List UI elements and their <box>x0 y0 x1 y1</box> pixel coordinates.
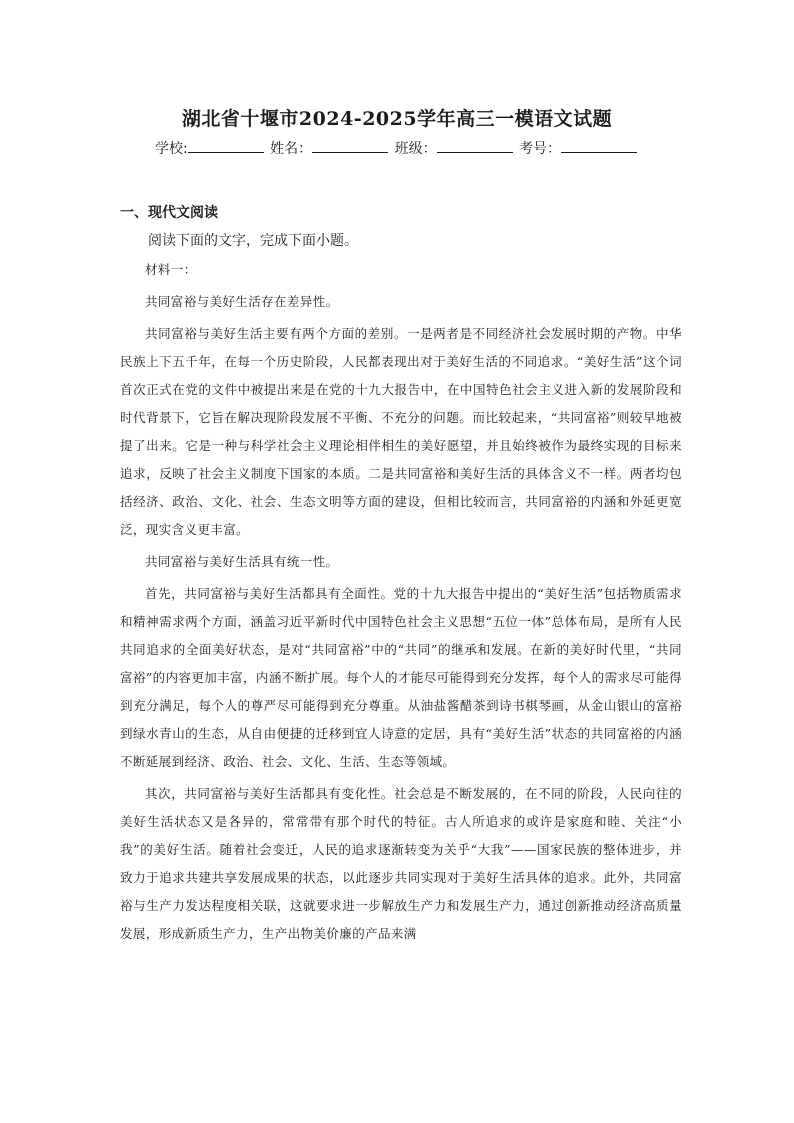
reading-passage <box>120 256 682 952</box>
class-blank <box>437 140 513 153</box>
class-label: 班级： <box>394 141 437 157</box>
student-info-line <box>0 138 794 158</box>
passage-paragraph: 首先，共同富裕与美好生活都具有全面性。党的十九大报告中提出的“美好生活”包括物质需求和精神需求两个方面，涵盖习近平新时代中国特色社会主义思想“五位一体”总体布局，是所有人民共同追求的全面美好状态，是对“共同富裕”中的“共同”的继承和发展。在新的美好时代里，“共同富裕”的内容更加丰富，内涵不断扩展。每个人的才能尽可能得到充分发挥，每个人的需求尽可能得到充分满足，每个人的尊严尽可能得到充分尊重。从油盐酱醋茶到诗书棋琴画，从金山银山的富裕到绿水青山的生态，从自由便捷的迁移到宜人诗意的定居，具有“美好生活”状态的共同富裕的内涵不断延展到经济、政治、社会、文化、生活、生态等领域。 <box>120 586 682 769</box>
school-blank <box>188 140 264 153</box>
school-label: 学校: <box>154 141 188 157</box>
paragraph-heading: 共同富裕与美好生活存在差异性。 <box>145 294 339 309</box>
section-heading: 一、现代文阅读 <box>120 205 218 221</box>
passage-paragraph: 其次，共同富裕与美好生活都具有变化性。社会总是不断发展的，在不同的阶段，人民向往的美好生活状态又是各异的，常常带有那个时代的特征。古人所追求的或许是家庭和睦、关注“小我”的美好生活。随着社会变迁，人民的追求逐渐转变为关乎“大我”——国家民族的整体进步，并致力于追求共建共享发展成果的状态，以此逐步共同实现对于美好生活具体的追求。此外，共同富裕与生产力发达程度相关联，这就要求进一步解放生产力和发展生产力，通过创新推动经济高质量发展，形成新质生产力，生产出物美价廉的产品来满 <box>120 786 682 941</box>
exam-no-label: 考号： <box>519 141 562 157</box>
paragraph-heading: 共同富裕与美好生活具有统一性。 <box>145 554 339 569</box>
name-label: 姓名： <box>270 141 313 157</box>
passage-paragraph: 共同富裕与美好生活主要有两个方面的差别。一是两者是不同经济社会发展时期的产物。中华民族上下五千年，在每一个历史阶段，人民都表现出对于美好生活的不同追求。“美好生活”这个词首次正式在党的文件中被提出来是在党的十九大报告中，在中国特色社会主义进入新的发展阶段和时代背景下，它旨在解决现阶段发展不平衡、不充分的问题。而比较起来，“共同富裕”则较早地被提了出来。它是一种与科学社会主义理论相伴相生的美好愿望，并且始终被作为最终实现的目标来追求，反映了社会主义制度下国家的本质。二是共同富裕和美好生活的具体含义不一样。两者均包括经济、政治、文化、社会、生态文明等方面的建设，但相比较而言，共同富裕的内涵和外延更宽泛，现实含义更丰富。 <box>120 326 682 537</box>
material-label: 材料一： <box>145 262 197 277</box>
name-blank <box>312 140 388 153</box>
exam-no-blank <box>561 140 637 153</box>
reading-instruction: 阅读下面的文字，完成下面小题。 <box>148 233 358 249</box>
exam-title: 湖北省十堰市2024-2025学年高三一模语文试题 <box>181 108 613 130</box>
